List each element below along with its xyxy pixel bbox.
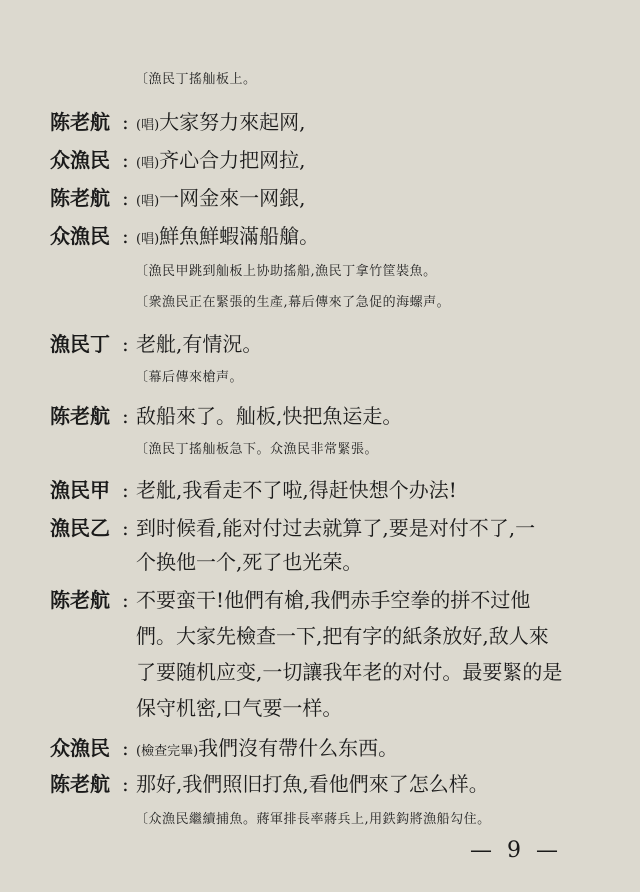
dialog-continuation: 保守机密,口气要一样。 xyxy=(136,696,343,720)
dialog-text: 老舭,有情況。 xyxy=(136,332,263,356)
dialog-continuation: 們。大家先檢查一下,把有字的紙条放好,敌人來 xyxy=(136,624,549,648)
stage-direction: 〔衆漁民正在緊張的生產,幕后傳來了急促的海螺声。 xyxy=(135,295,451,310)
dialog-line: 漁民乙 : 到时候看,能对付过去就算了,要是对付不了,一 xyxy=(50,512,610,541)
dialog-text: 我們沒有帶什么东西。 xyxy=(198,736,399,760)
dialog-continuation: 了要随机应变,一切讓我年老的对付。最要緊的是 xyxy=(136,660,563,684)
dialog-text: 老舭,我看走不了啦,得赶快想个办法! xyxy=(136,478,457,502)
speaker-name: 陈老航 xyxy=(50,404,110,428)
stage-direction: 〔漁民甲跳到舢板上协助搖船,漁民丁拿竹筐裝魚。 xyxy=(135,264,437,279)
speaker-name: 漁民甲 xyxy=(50,478,110,502)
dialog-text: 敌船來了。舢板,快把魚运走。 xyxy=(136,404,403,428)
dialog-line: 众漁民 : (唱)齐心合力把网拉, xyxy=(50,144,610,173)
dialog-text: 齐心合力把网拉, xyxy=(159,148,306,172)
parenthetical: (檢查完畢) xyxy=(136,744,199,759)
speaker-name: 众漁民 xyxy=(50,148,110,172)
parenthetical: (唱) xyxy=(136,194,160,209)
dialog-line: 众漁民 : (唱)鮮魚鮮蝦滿船艙。 xyxy=(50,220,610,249)
parenthetical: (唱) xyxy=(136,232,160,247)
dialog-text: 鮮魚鮮蝦滿船艙。 xyxy=(159,224,320,248)
parenthetical: (唱) xyxy=(136,118,160,133)
dialog-line: 漁民丁 : 老舭,有情況。 xyxy=(50,328,610,357)
page-number: — 9 — xyxy=(470,838,562,863)
dialog-line: 漁民甲 : 老舭,我看走不了啦,得赶快想个办法! xyxy=(50,474,610,503)
speaker-name: 众漁民 xyxy=(50,736,110,760)
dialog-line: 陈老航 : (唱)大家努力來起网, xyxy=(50,106,610,135)
speaker-name: 陈老航 xyxy=(50,772,110,796)
parenthetical: (唱) xyxy=(136,156,160,171)
stage-direction: 〔众漁民繼續捕魚。蔣軍排長率蔣兵上,用鉄鈎將漁船勾住。 xyxy=(135,812,491,827)
dialog-line: 陈老航 : 那好,我們照旧打魚,看他們來了怎么样。 xyxy=(50,768,610,797)
dialog-line: 陈老航 : 敌船來了。舢板,快把魚运走。 xyxy=(50,400,610,429)
dialog-line: 陈老航 : (唱)一网金來一网銀, xyxy=(50,182,610,211)
dialog-text: 到时候看,能对付过去就算了,要是对付不了,一 xyxy=(136,516,536,540)
dialog-continuation: 个换他一个,死了也光荣。 xyxy=(136,550,363,574)
stage-direction: 〔漁民丁搖舢板急下。众漁民非常緊張。 xyxy=(135,442,379,457)
dialog-line: 陈老航 : 不要蛮干!他們有槍,我們赤手空拳的拼不过他 xyxy=(50,584,610,613)
dialog-text: 一网金來一网銀, xyxy=(159,186,306,210)
speaker-name: 陈老航 xyxy=(50,588,110,612)
dialog-text: 那好,我們照旧打魚,看他們來了怎么样。 xyxy=(136,772,489,796)
speaker-name: 漁民丁 xyxy=(50,332,110,356)
stage-direction: 〔幕后傳來槍声。 xyxy=(135,370,244,385)
dialog-text: 不要蛮干!他們有槍,我們赤手空拳的拼不过他 xyxy=(136,588,531,612)
speaker-name: 众漁民 xyxy=(50,224,110,248)
speaker-name: 陈老航 xyxy=(50,110,110,134)
speaker-name: 陈老航 xyxy=(50,186,110,210)
dialog-line: 众漁民 : (檢查完畢)我們沒有帶什么东西。 xyxy=(50,732,610,761)
speaker-name: 漁民乙 xyxy=(50,516,110,540)
dialog-text: 大家努力來起网, xyxy=(159,110,306,134)
stage-direction: 〔漁民丁搖舢板上。 xyxy=(135,72,257,87)
